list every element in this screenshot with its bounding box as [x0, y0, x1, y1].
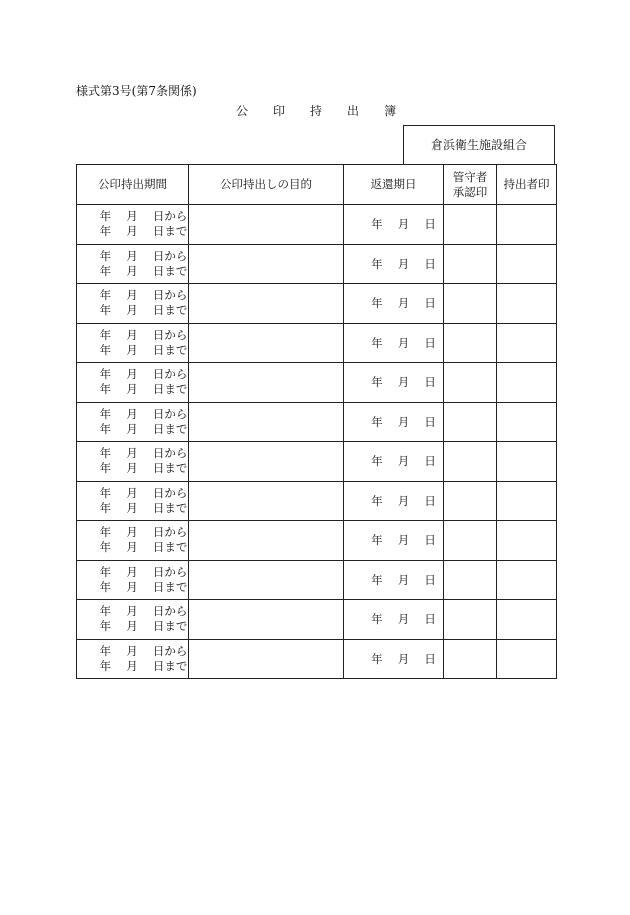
period-from: 年 月 日から: [99, 446, 188, 461]
header-return-date: 返還期日: [344, 165, 444, 205]
period-from: 年 月 日から: [99, 209, 188, 224]
purpose-cell[interactable]: [189, 481, 344, 521]
return-date-cell[interactable]: 年 月 日: [344, 205, 444, 245]
period-cell[interactable]: [77, 402, 189, 442]
approval-seal-cell[interactable]: [444, 205, 497, 245]
table-row: [77, 323, 557, 363]
return-date-cell[interactable]: 年 月 日: [344, 323, 444, 363]
taker-seal-cell[interactable]: [497, 363, 557, 403]
purpose-cell[interactable]: [189, 205, 344, 245]
table-row: [77, 402, 557, 442]
period-to: 年 月 日まで: [99, 579, 188, 594]
purpose-cell[interactable]: [189, 560, 344, 600]
header-taker-seal: 持出者印: [497, 165, 557, 205]
purpose-cell[interactable]: [189, 521, 344, 561]
period-from: 年 月 日から: [99, 604, 188, 619]
title-char: 簿: [384, 104, 398, 118]
approval-seal-cell[interactable]: [444, 244, 497, 284]
period-from: 年 月 日から: [99, 525, 188, 540]
table-row: [77, 284, 557, 324]
approval-seal-cell[interactable]: [444, 442, 497, 482]
header-purpose: 公印持出しの目的: [189, 165, 344, 205]
approval-seal-cell[interactable]: [444, 521, 497, 561]
table-row: [77, 363, 557, 403]
period-cell[interactable]: [77, 639, 189, 679]
period-to: 年 月 日まで: [99, 224, 188, 239]
approval-seal-cell[interactable]: [444, 363, 497, 403]
purpose-cell[interactable]: [189, 323, 344, 363]
table-row: [77, 481, 557, 521]
form-number: 様式第3号(第7条関係): [76, 84, 197, 98]
table-row: [77, 244, 557, 284]
return-date-cell[interactable]: 年 月 日: [344, 600, 444, 640]
taker-seal-cell[interactable]: [497, 442, 557, 482]
period-cell[interactable]: [77, 481, 189, 521]
period-cell[interactable]: [77, 600, 189, 640]
period-from: 年 月 日から: [99, 643, 188, 658]
period-from: 年 月 日から: [99, 248, 188, 263]
period-from: 年 月 日から: [99, 564, 188, 579]
header-period: 公印持出期間: [77, 165, 189, 205]
header-approval-line2: 承認印: [452, 184, 488, 199]
taker-seal-cell[interactable]: [497, 560, 557, 600]
period-to: 年 月 日まで: [99, 619, 188, 634]
return-date-cell[interactable]: 年 月 日: [344, 363, 444, 403]
purpose-cell[interactable]: [189, 600, 344, 640]
return-date-cell[interactable]: 年 月 日: [344, 560, 444, 600]
approval-seal-cell[interactable]: [444, 600, 497, 640]
period-to: 年 月 日まで: [99, 342, 188, 357]
period-to: 年 月 日まで: [99, 658, 188, 673]
return-date-cell[interactable]: 年 月 日: [344, 639, 444, 679]
period-cell[interactable]: [77, 363, 189, 403]
period-cell[interactable]: [77, 205, 189, 245]
taker-seal-cell[interactable]: [497, 284, 557, 324]
period-from: 年 月 日から: [99, 406, 188, 421]
header-approval-line1: 管守者: [452, 169, 488, 184]
header-approval-seal: [444, 165, 497, 205]
approval-seal-cell[interactable]: [444, 560, 497, 600]
taker-seal-cell[interactable]: [497, 244, 557, 284]
purpose-cell[interactable]: [189, 402, 344, 442]
period-from: 年 月 日から: [99, 485, 188, 500]
title-char: 公: [236, 104, 250, 118]
period-cell[interactable]: [77, 244, 189, 284]
table-row: [77, 600, 557, 640]
seal-ledger-table: [76, 164, 557, 679]
period-to: 年 月 日まで: [99, 500, 188, 515]
period-to: 年 月 日まで: [99, 540, 188, 555]
period-to: 年 月 日まで: [99, 421, 188, 436]
table-row: [77, 205, 557, 245]
period-to: 年 月 日まで: [99, 461, 188, 476]
return-date-cell[interactable]: 年 月 日: [344, 442, 444, 482]
period-from: 年 月 日から: [99, 327, 188, 342]
period-to: 年 月 日まで: [99, 263, 188, 278]
period-from: 年 月 日から: [99, 367, 188, 382]
approval-seal-cell[interactable]: [444, 639, 497, 679]
document-title: [236, 103, 397, 119]
table-row: [77, 639, 557, 679]
title-char: 出: [347, 104, 361, 118]
taker-seal-cell[interactable]: [497, 521, 557, 561]
period-cell[interactable]: [77, 284, 189, 324]
purpose-cell[interactable]: [189, 363, 344, 403]
taker-seal-cell[interactable]: [497, 205, 557, 245]
period-to: 年 月 日まで: [99, 382, 188, 397]
return-date-cell[interactable]: 年 月 日: [344, 284, 444, 324]
period-cell[interactable]: [77, 521, 189, 561]
table-row: [77, 560, 557, 600]
taker-seal-cell[interactable]: [497, 323, 557, 363]
purpose-cell[interactable]: [189, 284, 344, 324]
taker-seal-cell[interactable]: [497, 402, 557, 442]
return-date-cell[interactable]: 年 月 日: [344, 244, 444, 284]
period-cell[interactable]: [77, 560, 189, 600]
approval-seal-cell[interactable]: [444, 323, 497, 363]
purpose-cell[interactable]: [189, 442, 344, 482]
period-to: 年 月 日まで: [99, 303, 188, 318]
purpose-cell[interactable]: [189, 244, 344, 284]
title-char: 印: [273, 104, 287, 118]
return-date-cell[interactable]: 年 月 日: [344, 521, 444, 561]
taker-seal-cell[interactable]: [497, 600, 557, 640]
approval-seal-cell[interactable]: [444, 284, 497, 324]
table-row: [77, 521, 557, 561]
approval-seal-cell[interactable]: [444, 402, 497, 442]
return-date-cell[interactable]: 年 月 日: [344, 481, 444, 521]
organization-name: 倉浜衛生施設組合: [403, 125, 555, 164]
approval-seal-cell[interactable]: [444, 481, 497, 521]
taker-seal-cell[interactable]: [497, 639, 557, 679]
title-char: 持: [310, 104, 324, 118]
return-date-cell[interactable]: 年 月 日: [344, 402, 444, 442]
period-cell[interactable]: [77, 442, 189, 482]
table-row: [77, 442, 557, 482]
period-from: 年 月 日から: [99, 288, 188, 303]
taker-seal-cell[interactable]: [497, 481, 557, 521]
table-header-row: [77, 165, 557, 205]
period-cell[interactable]: [77, 323, 189, 363]
purpose-cell[interactable]: [189, 639, 344, 679]
